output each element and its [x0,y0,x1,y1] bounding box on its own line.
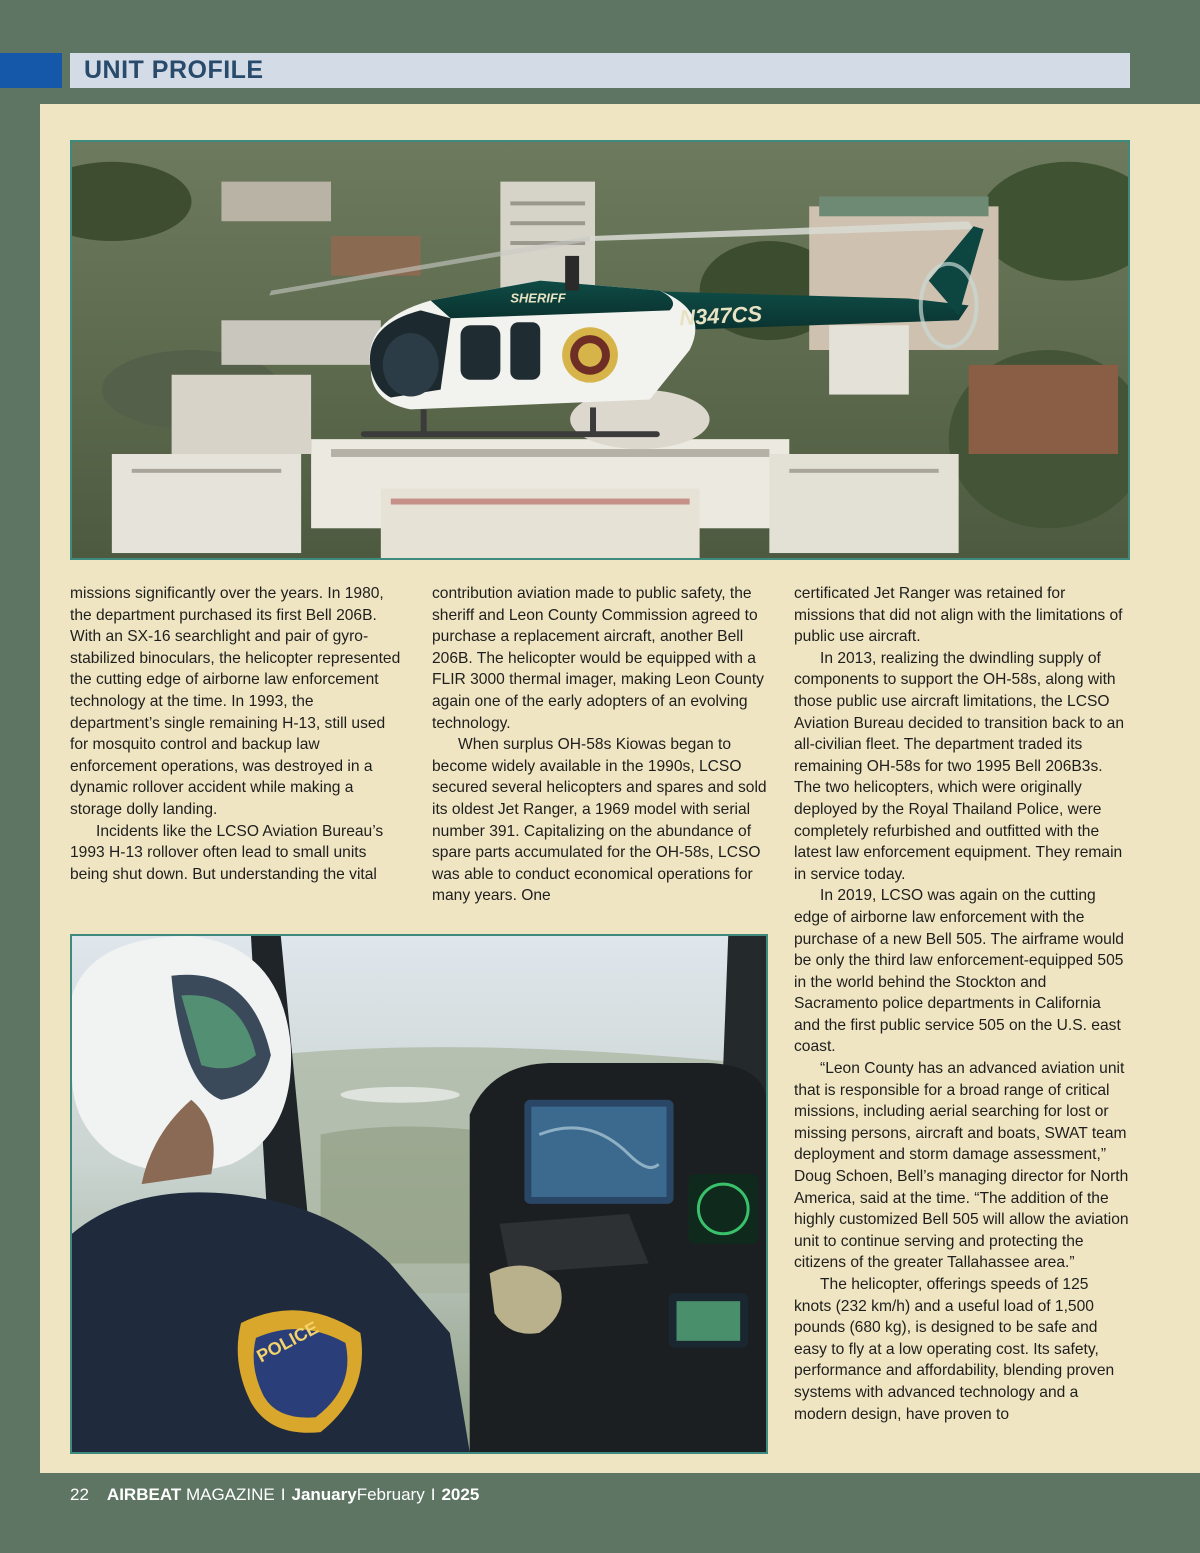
article-column-2 [432,583,768,907]
page-number: 22 [70,1485,89,1504]
article-paragraph: “Leon County has an advanced aviation unit that is responsible for a broad range of critical missions, including aerial searching for lost or missing persons, aircraft and boats, SWAT team deployment and storm damage assessment,” Doug Schoen, Bell’s managing director for North America, said at the time. “The addition of the highly customized Bell 505 will allow the aviation unit to continue serving and protecting the citizens of the greater Tallahassee area.” [794,1060,1129,1272]
article-paragraph: Incidents like the LCSO Aviation Bureau’s 1993 H-13 rollover often lead to small units being shut down. But understanding the vital [70,822,384,883]
article-paragraph: contribution aviation made to public safety, the sheriff and Leon County Commission agreed to purchase a replacement aircraft, another Bell 206B. The helicopter would be equipped with a FLIR 3000 thermal imager, making Leon County again one of the early adopters of an evolving technology. [432,585,764,732]
helicopter-aerial-photo [70,140,1130,560]
police-patch-text: POLICE [253,1317,322,1367]
tail-number-text: N347CS [678,301,763,331]
article-paragraph: When surplus OH-58s Kiowas began to become widely available in the 1990s, LCSO secured several helicopters and spares and sold its oldest Jet Ranger, a 1969 model with serial number 391. Capitalizing on the abundance of spare parts accumulated for the OH-58s, LCSO was able to conduct economical operations for many years. One [432,736,767,905]
article-paragraph: In 2013, realizing the dwindling supply of components to support the OH-58s, along with those public use aircraft limitations, the LCSO Aviation Bureau decided to transition back to an all-civilian fleet. The department traded its remaining OH-58s for two 1995 Bell 206B3s. The two helicopters, which were originally deployed by the Royal Thailand Police, were completely refurbished and outfitted with the latest law enforcement equipment. They remain in service today. [794,649,1124,883]
article-paragraph: The helicopter, offerings speeds of 125 knots (232 km/h) and a useful load of 1,500 pounds (680 kg), is designed to be safe and easy to fly at a low operating cost. Its safety, performance and affordability, blending proven systems with advanced technology and a modern design, have proven to [794,1276,1115,1423]
footer-separator-2: I [430,1485,436,1504]
article-column-1 [70,583,406,885]
issue-month: February [356,1485,425,1504]
footer-separator: I [280,1485,286,1504]
article-column-3 [794,583,1130,1425]
article-paragraph: missions significantly over the years. In 1980, the department purchased its first Bell 206B. With an SX-16 searchlight and pair of gyro-stabilized binoculars, the helicopter represented the cutting edge of airborne law enforcement technology at the time. In 1993, the department’s single remaining H-13, still used for mosquito control and backup law enforcement operations, was destroyed in a dynamic rollover accident while making a storage dolly landing. [70,585,401,818]
issue-month-bold: January [291,1485,357,1504]
issue-year: 2025 [441,1485,480,1504]
article-paragraph: certificated Jet Ranger was retained for missions that did not align with the limitations of public use aircraft. [794,585,1123,646]
door-sheriff-text: SHERIFF [510,290,566,306]
cockpit-photo [70,934,768,1454]
magazine-name-bold: AIRBEAT [106,1485,182,1504]
section-color-tab [0,53,62,88]
magazine-name: MAGAZINE [185,1485,275,1504]
article-paragraph: In 2019, LCSO was again on the cutting edge of airborne law enforcement with the purchase of a new Bell 505. The airframe would be only the third law enforcement-equipped 505 in the world behind the Stockton and Sacramento police departments in California and the first public service 505 on the U.S. east coast. [794,887,1124,1056]
section-header [70,53,1130,88]
page-footer [70,1483,479,1507]
section-title: UNIT PROFILE [84,56,264,84]
